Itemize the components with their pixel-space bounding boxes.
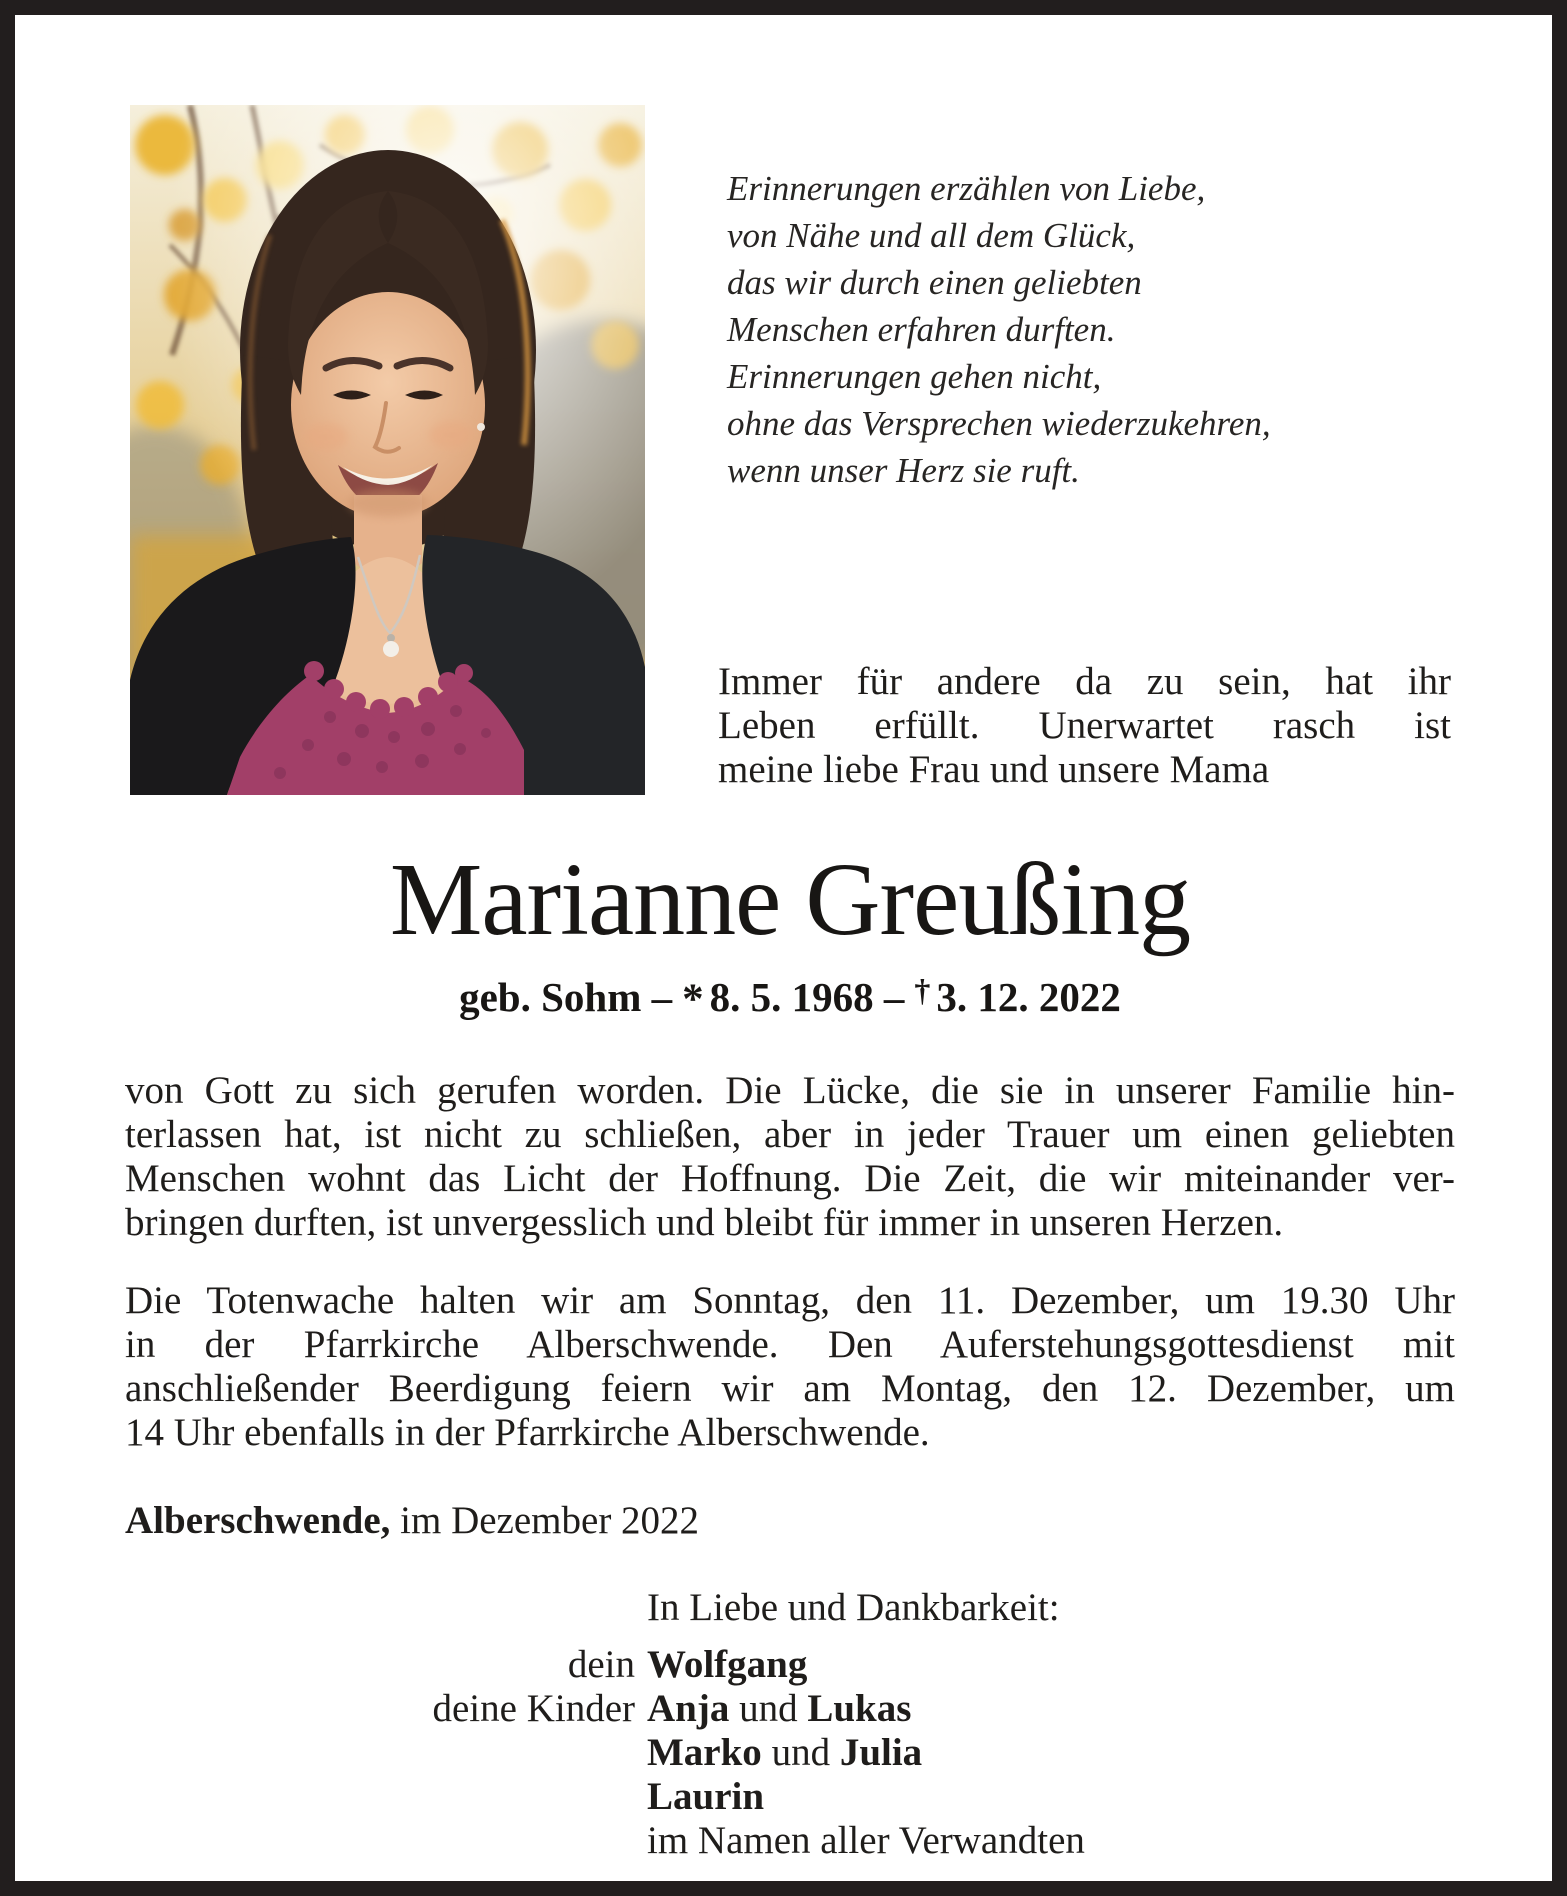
death-date: 3. 12. 2022 [936, 974, 1121, 1020]
header-section [15, 15, 1552, 791]
mourner-row [125, 1819, 1455, 1863]
text-line: Menschen erfahren durften. [727, 310, 1116, 349]
obituary-content [15, 15, 1552, 1881]
text-line: 14 Uhr ebenfalls in der Pfarrkirche Alberschwende. [125, 1411, 930, 1454]
mourner-name: Wolfgang [647, 1643, 808, 1686]
text-line: meine liebe Frau und unsere Mama [718, 748, 1270, 791]
death-cross-symbol: † [914, 973, 931, 1008]
text-line: Immer für andere da zu sein, hat ihr [718, 660, 1451, 703]
mourner-relation [125, 1775, 647, 1819]
mourner-names [647, 1819, 1455, 1863]
mourner-text: im Namen aller Verwandten [647, 1819, 1085, 1862]
mourners-list [125, 1643, 1455, 1863]
mourner-name: Anja [647, 1687, 730, 1730]
mourner-names [647, 1643, 1455, 1687]
dateline-date: im Dezember 2022 [390, 1499, 700, 1542]
paragraph [125, 1279, 1455, 1455]
text-column [125, 843, 1455, 1863]
mourner-names [647, 1687, 1455, 1731]
text-line: wenn unser Herz sie ruft. [727, 451, 1080, 490]
text-line: in der Pfarrkirche Alberschwende. Den Auferstehungsgottesdienst mit [125, 1323, 1455, 1366]
text-line: Erinnerungen gehen nicht, [727, 357, 1102, 396]
text-line: von Gott zu sich gerufen worden. Die Lücke, die sie in unserer Familie hin- [125, 1069, 1455, 1112]
text-line: bringen durften, ist unvergesslich und bleibt für immer in unseren Herzen. [125, 1201, 1284, 1244]
birth-date: 8. 5. 1968 – [709, 974, 905, 1020]
text-line: Menschen wohnt das Licht der Hoffnung. Die Zeit, die wir miteinander ver- [125, 1157, 1455, 1200]
portrait-photo [130, 105, 645, 795]
memorial-poem [727, 165, 1407, 494]
text-line: Leben erfüllt. Unerwartet rasch ist [718, 704, 1451, 747]
mourner-name: Marko [647, 1731, 762, 1774]
text-line: Erinnerungen erzählen von Liebe, [727, 169, 1206, 208]
mourner-name: Julia [839, 1731, 923, 1774]
dateline-place: Alberschwende, [125, 1499, 391, 1542]
text-line: terlassen hat, ist nicht zu schließen, aber in jeder Trauer um einen geliebten [125, 1113, 1455, 1156]
deceased-name: Marianne Greußing [389, 842, 1191, 957]
mourner-text: und [729, 1687, 808, 1730]
maiden-name: geb. Sohm – [459, 974, 673, 1020]
mourner-names [647, 1731, 1455, 1775]
text-line: ohne das Versprechen wiederzukehren, [727, 404, 1271, 443]
mourner-row [125, 1775, 1455, 1819]
mourner-names [647, 1775, 1455, 1819]
mourner-row [125, 1687, 1455, 1731]
paragraph [125, 1069, 1455, 1245]
intro-text [718, 660, 1451, 792]
mourner-relation: deine Kinder [432, 1687, 635, 1730]
dateline [125, 1497, 1455, 1545]
closing-heading: In Liebe und Dankbarkeit: [647, 1586, 1060, 1629]
portrait-photo-illustration [130, 105, 645, 795]
life-dates [125, 973, 1455, 1025]
closing-section [125, 1585, 1455, 1863]
mourner-relation: dein [567, 1643, 635, 1686]
text-line: Die Totenwache halten wir am Sonntag, den 11. Dezember, um 19.30 Uhr [125, 1279, 1455, 1322]
mourner-row [125, 1643, 1455, 1687]
mourner-name: Laurin [647, 1775, 765, 1818]
text-line: anschließender Beerdigung feiern wir am Montag, den 12. Dezember, um [125, 1367, 1455, 1410]
birth-star-symbol: * [682, 976, 704, 1023]
text-line: von Nähe und all dem Glück, [727, 216, 1136, 255]
body-paragraphs [125, 1069, 1455, 1455]
mourner-relation [125, 1731, 647, 1775]
mourner-row [125, 1731, 1455, 1775]
mourner-name: Lukas [807, 1687, 912, 1730]
text-line: das wir durch einen geliebten [727, 263, 1142, 302]
mourner-text: und [761, 1731, 840, 1774]
mourner-relation [125, 1819, 647, 1863]
